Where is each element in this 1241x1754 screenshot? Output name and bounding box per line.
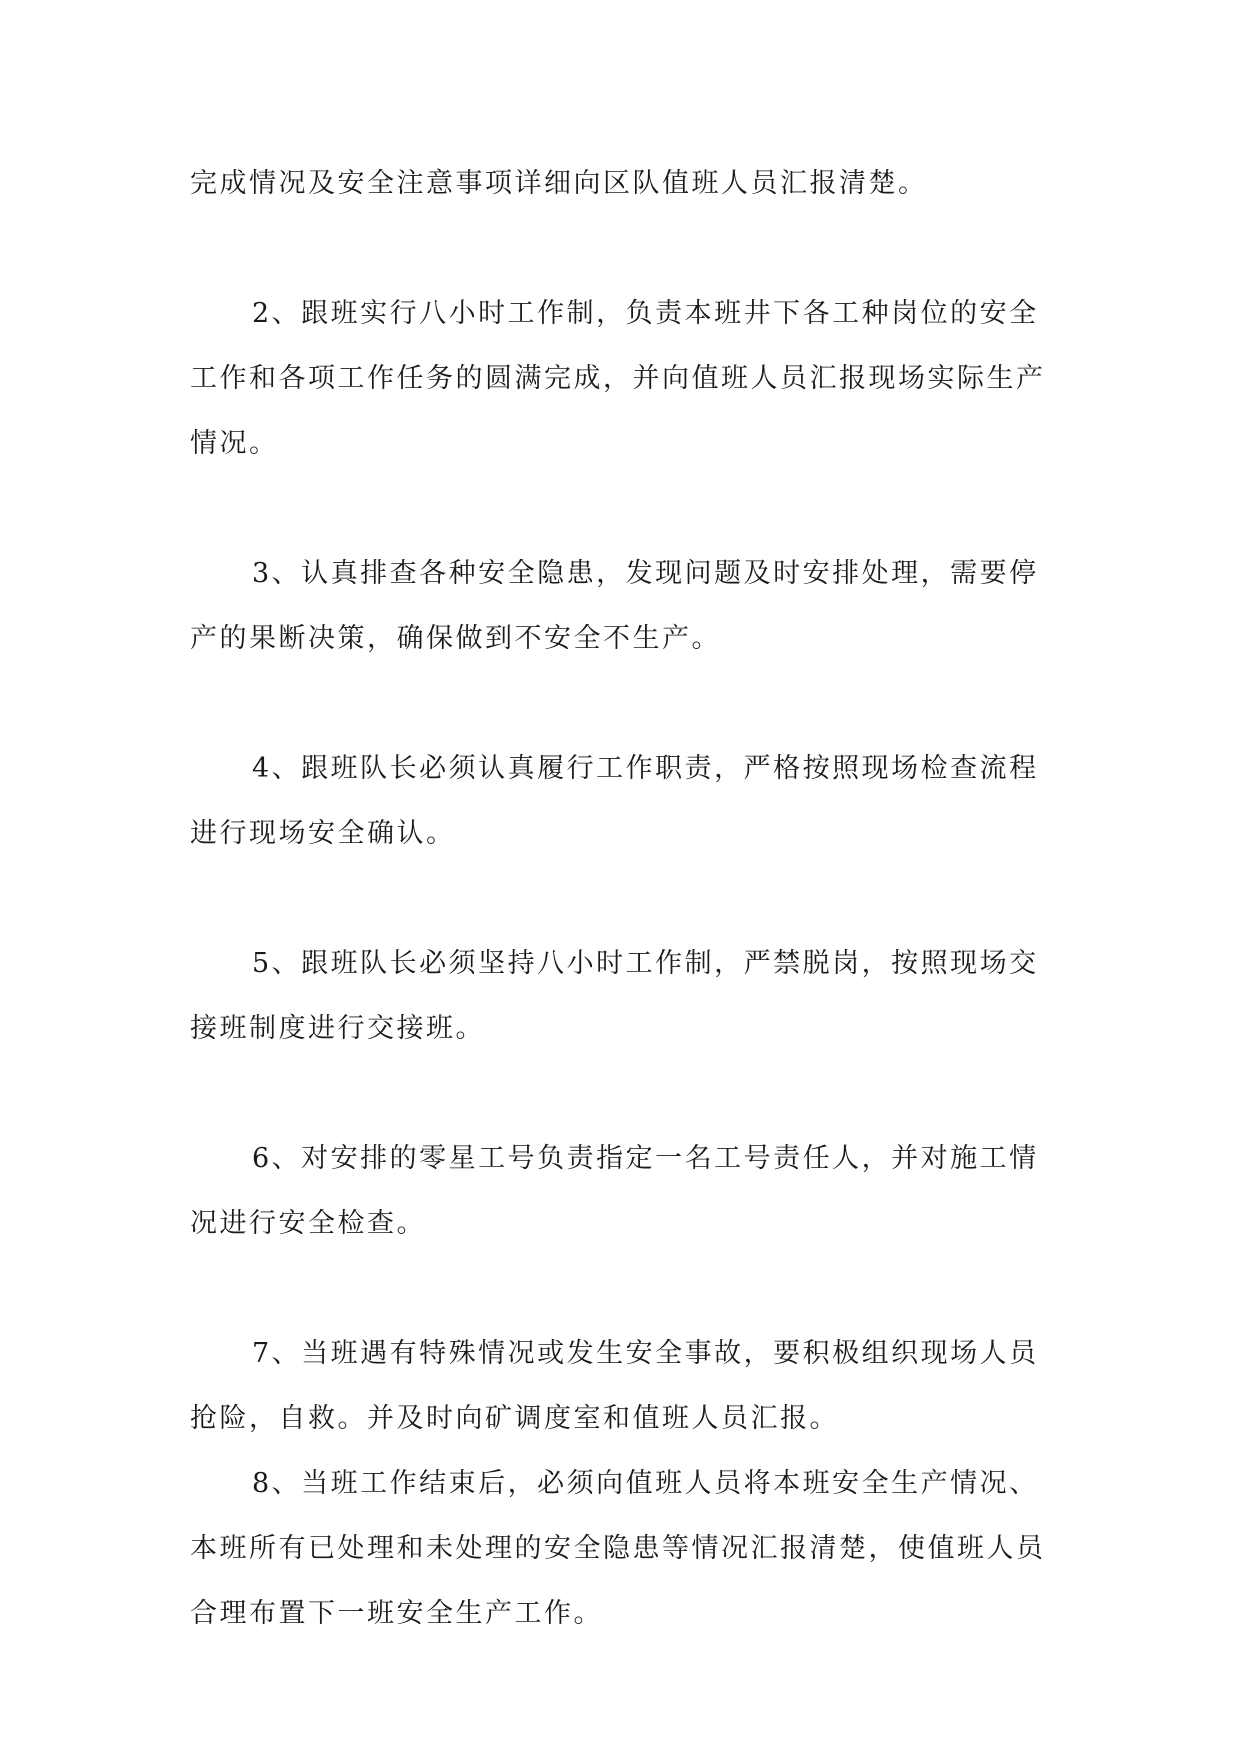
paragraph-4 [190, 736, 1039, 866]
paragraph-line: 接班制度进行交接班。 [190, 1013, 485, 1044]
paragraph-3 [190, 541, 1039, 671]
paragraph-5 [190, 931, 1039, 1061]
paragraph-line: 3、认真排查各种安全隐患，发现问题及时安排处理，需要停 [252, 558, 1039, 589]
paragraph-1 [190, 151, 1035, 216]
paragraph-gap [190, 1061, 1035, 1126]
paragraph-line: 情况。 [190, 428, 279, 459]
paragraph-line: 进行现场安全确认。 [190, 818, 456, 849]
paragraph-line: 7、当班遇有特殊情况或发生安全事故，要积极组织现场人员 [252, 1338, 1039, 1369]
paragraph-gap [190, 866, 1035, 931]
document-body [190, 151, 1046, 1646]
paragraph-line: 2、跟班实行八小时工作制，负责本班井下各工种岗位的安全 [252, 298, 1039, 329]
paragraph-line: 抢险，自救。并及时向矿调度室和值班人员汇报。 [190, 1403, 839, 1434]
paragraph-gap [190, 216, 1035, 281]
paragraph-gap [190, 1256, 1035, 1321]
paragraph-8 [190, 1451, 1046, 1646]
paragraph-2 [190, 281, 1046, 476]
paragraph-line: 产的果断决策，确保做到不安全不生产。 [190, 623, 721, 654]
paragraph-line: 完成情况及安全注意事项详细向区队值班人员汇报清楚。 [190, 168, 928, 199]
paragraph-line: 5、跟班队长必须坚持八小时工作制，严禁脱岗，按照现场交 [252, 948, 1039, 979]
paragraph-6 [190, 1126, 1039, 1256]
paragraph-line: 合理布置下一班安全生产工作。 [190, 1598, 603, 1629]
paragraph-line: 况进行安全检查。 [190, 1208, 426, 1239]
paragraph-line: 工作和各项工作任务的圆满完成，并向值班人员汇报现场实际生产 [190, 363, 1046, 394]
paragraph-7 [190, 1321, 1039, 1451]
paragraph-gap [190, 671, 1035, 736]
paragraph-gap [190, 476, 1035, 541]
paragraph-line: 4、跟班队长必须认真履行工作职责，严格按照现场检查流程 [252, 753, 1039, 784]
paragraph-line: 8、当班工作结束后，必须向值班人员将本班安全生产情况、 [252, 1468, 1039, 1499]
paragraph-line: 6、对安排的零星工号负责指定一名工号责任人，并对施工情 [252, 1143, 1039, 1174]
paragraph-line: 本班所有已处理和未处理的安全隐患等情况汇报清楚，使值班人员 [190, 1533, 1046, 1564]
